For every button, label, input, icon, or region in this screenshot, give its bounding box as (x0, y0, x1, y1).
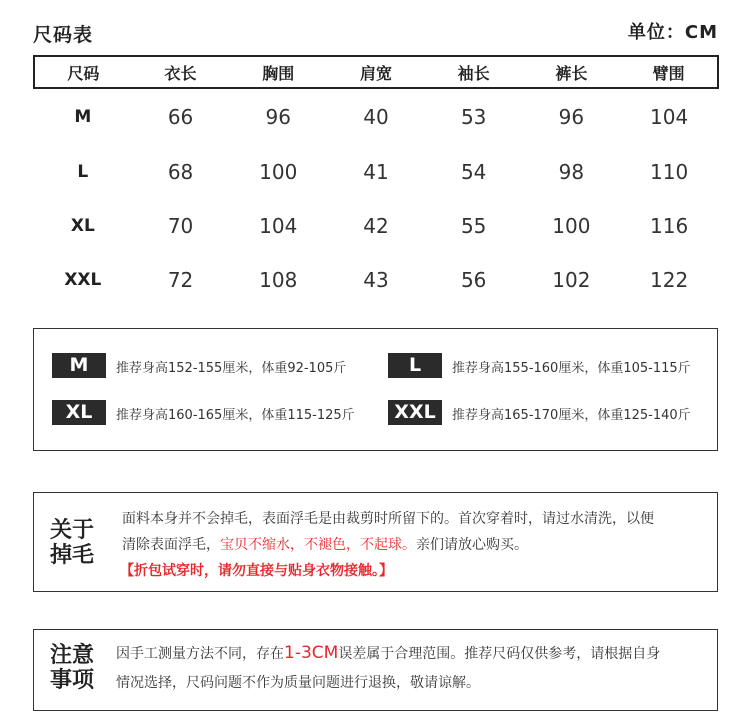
table-cell: 108 (259, 268, 298, 292)
column-header: 裤长 (523, 56, 621, 88)
pilling-line-2-prefix: 清除表面浮毛， (122, 537, 220, 553)
pilling-heading-line1: 关于 (49, 518, 94, 543)
pilling-line-2-suffix: 亲们请放心购买。 (416, 537, 528, 553)
attention-heading-line1: 注意 (49, 643, 94, 668)
table-cell: 100 (552, 214, 591, 238)
size-cell: XL (70, 216, 95, 236)
attention-note-box (33, 629, 718, 711)
column-header: 胸围 (229, 56, 327, 88)
table-cell: 70 (167, 214, 194, 238)
size-table (33, 55, 719, 307)
table-header-row (34, 56, 718, 88)
table-cell: 42 (363, 214, 389, 238)
pilling-heading-line2: 掉毛 (49, 543, 94, 568)
pilling-line-1: 面料本身并不会掉毛，表面浮毛是由裁剪时所留下的。首次穿着时，请过水清洗，以便 (122, 511, 654, 527)
attention-line-2: 情况选择，尺码问题不作为质量问题进行退换，敬请谅解。 (116, 675, 480, 691)
table-cell: 96 (558, 105, 585, 129)
size-badge-l: L (388, 353, 442, 378)
table-cell: 40 (363, 105, 389, 129)
table-cell: 56 (460, 268, 487, 292)
table-cell: 41 (363, 160, 389, 184)
page-title: 尺码表 (33, 24, 94, 46)
table-cell: 122 (650, 268, 689, 292)
table-cell: 116 (650, 214, 689, 238)
column-header: 尺码 (34, 56, 132, 88)
table-cell: 110 (650, 160, 689, 184)
size-cell: XXL (64, 270, 102, 290)
table-row (34, 253, 718, 307)
table-cell: 104 (259, 214, 298, 238)
pilling-note-box (33, 492, 718, 592)
table-cell: 72 (167, 268, 194, 292)
table-row (34, 88, 718, 145)
unit-label: 单位：CM (627, 22, 718, 43)
table-cell: 53 (460, 105, 487, 129)
attention-line-1 (116, 643, 660, 663)
column-header: 臂围 (620, 56, 718, 88)
table-cell: 102 (552, 268, 591, 292)
column-header: 衣长 (132, 56, 230, 88)
table-cell: 68 (167, 160, 194, 184)
size-cell: M (74, 107, 92, 127)
table-cell: 55 (460, 214, 487, 238)
table-cell: 43 (363, 268, 389, 292)
table-cell: 96 (265, 105, 291, 129)
recommendation-text-m: 推荐身高152-155厘米，体重92-105斤 (116, 361, 347, 376)
size-badge-xl: XL (52, 400, 106, 425)
table-cell: 100 (259, 160, 298, 184)
size-badge-m: M (52, 353, 106, 378)
column-header: 袖长 (425, 56, 523, 88)
attention-line-1-suffix: 误差属于合理范围。推荐尺码仅供参考，请根据自身 (338, 646, 661, 662)
table-cell: 54 (460, 160, 487, 184)
attention-heading (46, 643, 98, 693)
table-cell: 98 (558, 160, 585, 184)
size-badge-xxl: XXL (388, 400, 442, 425)
recommendation-text-xl: 推荐身高160-165厘米，体重115-125斤 (116, 408, 355, 423)
attention-line-1-prefix: 因手工测量方法不同，存在 (116, 646, 284, 662)
recommendation-text-xxl: 推荐身高165-170厘米，体重125-140斤 (452, 408, 691, 423)
pilling-warning: 【折包试穿时，请勿直接与贴身衣物接触。】 (120, 563, 393, 579)
pilling-quality-claim: 宝贝不缩水，不褪色，不起球。 (220, 537, 416, 553)
pilling-line-2 (122, 534, 528, 554)
attention-tolerance: 1-3CM (284, 643, 339, 663)
table-row (34, 199, 718, 253)
table-row (34, 145, 718, 199)
recommendation-box (33, 328, 718, 451)
recommendation-text-l: 推荐身高155-160厘米，体重105-115斤 (452, 361, 691, 376)
table-cell: 66 (167, 105, 194, 129)
pilling-heading (46, 518, 98, 568)
table-cell: 104 (650, 105, 689, 129)
column-header: 肩宽 (327, 56, 425, 88)
size-cell: L (77, 162, 89, 182)
attention-heading-line2: 事项 (49, 668, 94, 693)
